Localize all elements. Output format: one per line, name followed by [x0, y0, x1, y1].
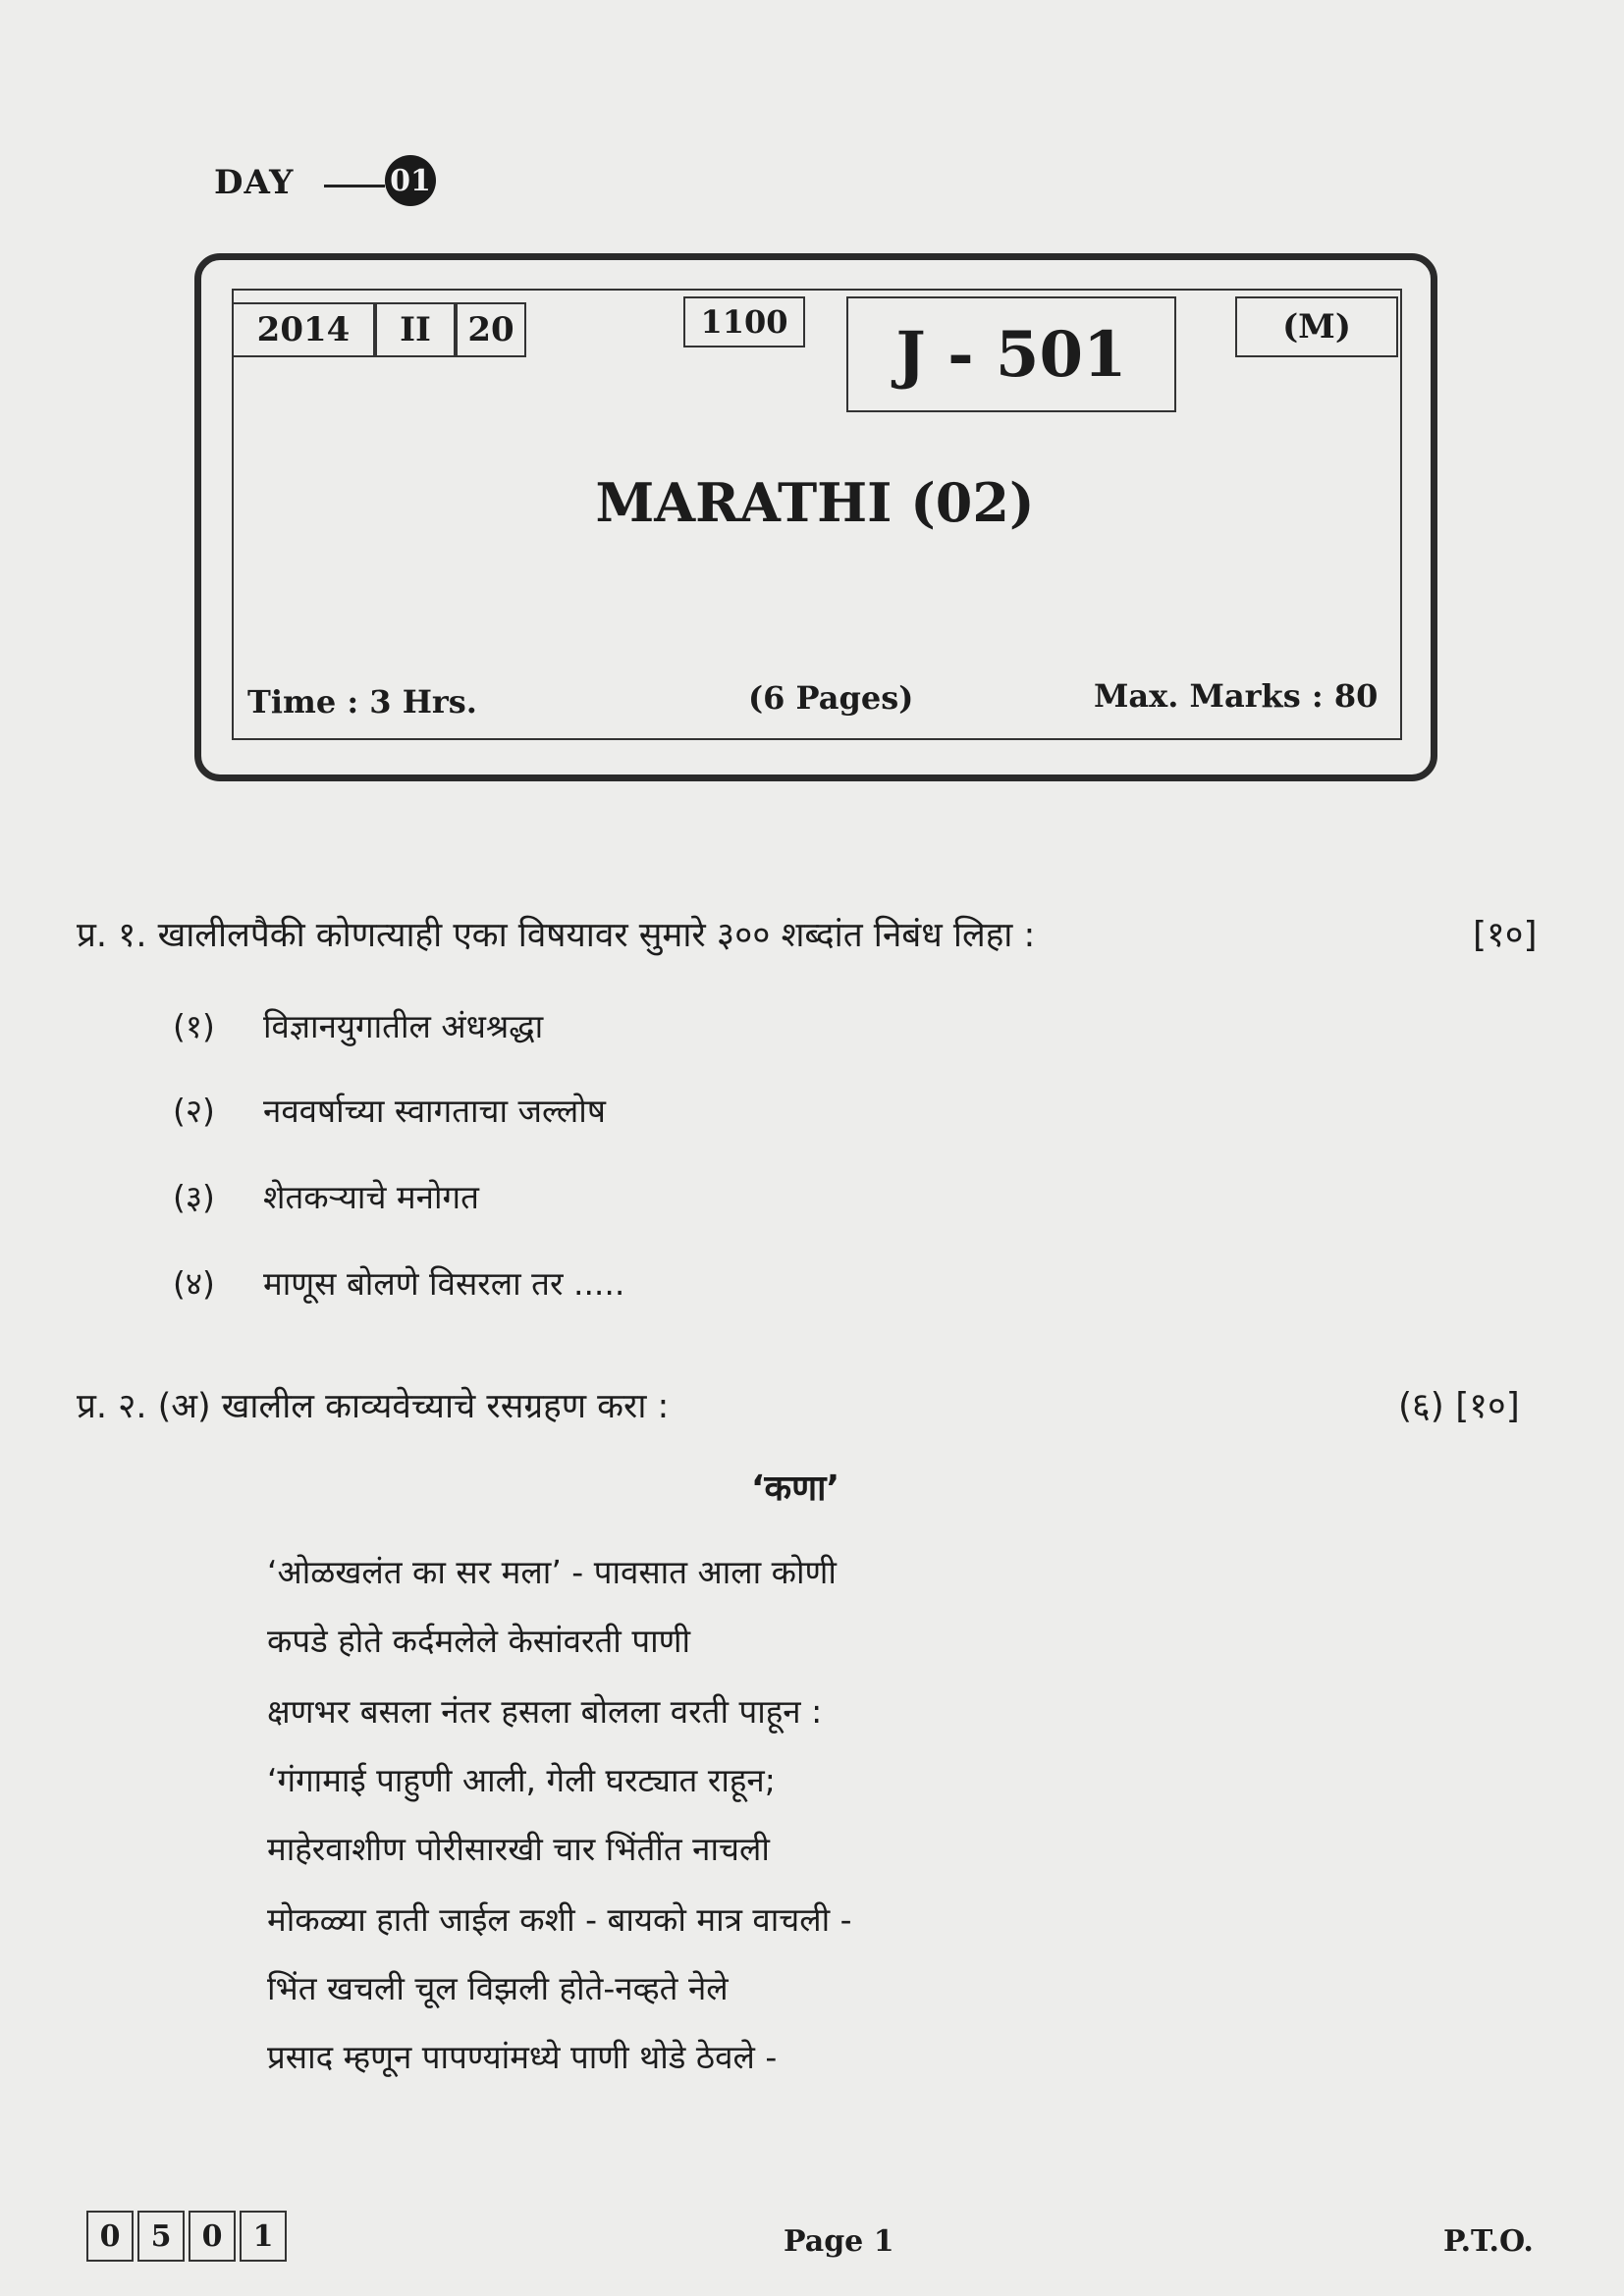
- poem-line: भिंत खचली चूल विझली होते-नव्हते नेले: [267, 1969, 729, 2007]
- pto-label: P.T.O.: [1443, 2224, 1534, 2259]
- exam-year: 2014: [232, 302, 375, 357]
- day-label: DAY: [214, 163, 295, 202]
- subject-title: MARATHI (02): [595, 471, 1035, 534]
- option-text: माणूस बोलणे विसरला तर .....: [263, 1264, 625, 1303]
- paper-code-boxes: [86, 2211, 291, 2262]
- question-1-heading: प्र. १. खालीलपैकी कोणत्याही एका विषयावर सुमारे ३०० शब्दांत निबंध लिहा :: [77, 916, 1036, 955]
- poem-line: ‘गंगामाई पाहुणी आली, गेली घरट्यात राहून;: [267, 1761, 776, 1799]
- page-number: Page 1: [784, 2224, 894, 2259]
- exam-day: 20: [456, 302, 526, 357]
- essay-option: [173, 1174, 479, 1218]
- poem-line: माहेरवाशीण पोरीसारखी चार भिंतींत नाचली: [267, 1830, 770, 1868]
- exam-session: II: [375, 302, 456, 357]
- option-text: नववर्षाच्या स्वागताचा जल्लोष: [263, 1092, 606, 1130]
- question-1-marks: [१०]: [1473, 915, 1538, 955]
- poem-line: कपडे होते कर्दमलेले केसांवरती पाणी: [267, 1622, 691, 1660]
- option-text: विज्ञानयुगातील अंधश्रद्धा: [263, 1007, 544, 1045]
- option-number: (२): [173, 1092, 215, 1130]
- code-digit: 0: [86, 2211, 134, 2262]
- question-2-heading: प्र. २. (अ) खालील काव्यवेच्याचे रसग्रहण करा :: [77, 1387, 670, 1426]
- code-digit: 1: [240, 2211, 287, 2262]
- option-number: (४): [173, 1264, 215, 1303]
- option-number: (१): [173, 1007, 215, 1045]
- option-text: शेतकऱ्याचे मनोगत: [263, 1178, 479, 1216]
- code-digit: 5: [137, 2211, 185, 2262]
- poem-line: क्षणभर बसला नंतर हसला बोलला वरती पाहून :: [267, 1692, 823, 1731]
- poem-line: प्रसाद म्हणून पापण्यांमध्ये पाणी थोडे ठेवले -: [267, 2038, 778, 2076]
- paper-count: 1100: [683, 296, 805, 347]
- medium-code: (M): [1235, 296, 1398, 357]
- poem-title: ‘कणा’: [750, 1468, 840, 1509]
- poem-line: ‘ओळखलंत का सर मला’ - पावसात आला कोणी: [267, 1553, 837, 1591]
- page-count: (6 Pages): [748, 679, 914, 717]
- day-dash: [324, 185, 385, 187]
- time-duration: Time : 3 Hrs.: [247, 683, 477, 721]
- max-marks: Max. Marks : 80: [1094, 677, 1379, 715]
- question-2-marks: (६) [१०]: [1398, 1386, 1520, 1426]
- essay-option: [173, 1260, 624, 1305]
- day-number-badge: 01: [385, 155, 436, 206]
- paper-code: J - 501: [846, 296, 1176, 412]
- code-digit: 0: [189, 2211, 236, 2262]
- essay-option: [173, 1003, 543, 1047]
- essay-option: [173, 1088, 606, 1132]
- option-number: (३): [173, 1178, 215, 1216]
- poem-line: मोकळ्या हाती जाईल कशी - बायको मात्र वाचली -: [267, 1900, 852, 1939]
